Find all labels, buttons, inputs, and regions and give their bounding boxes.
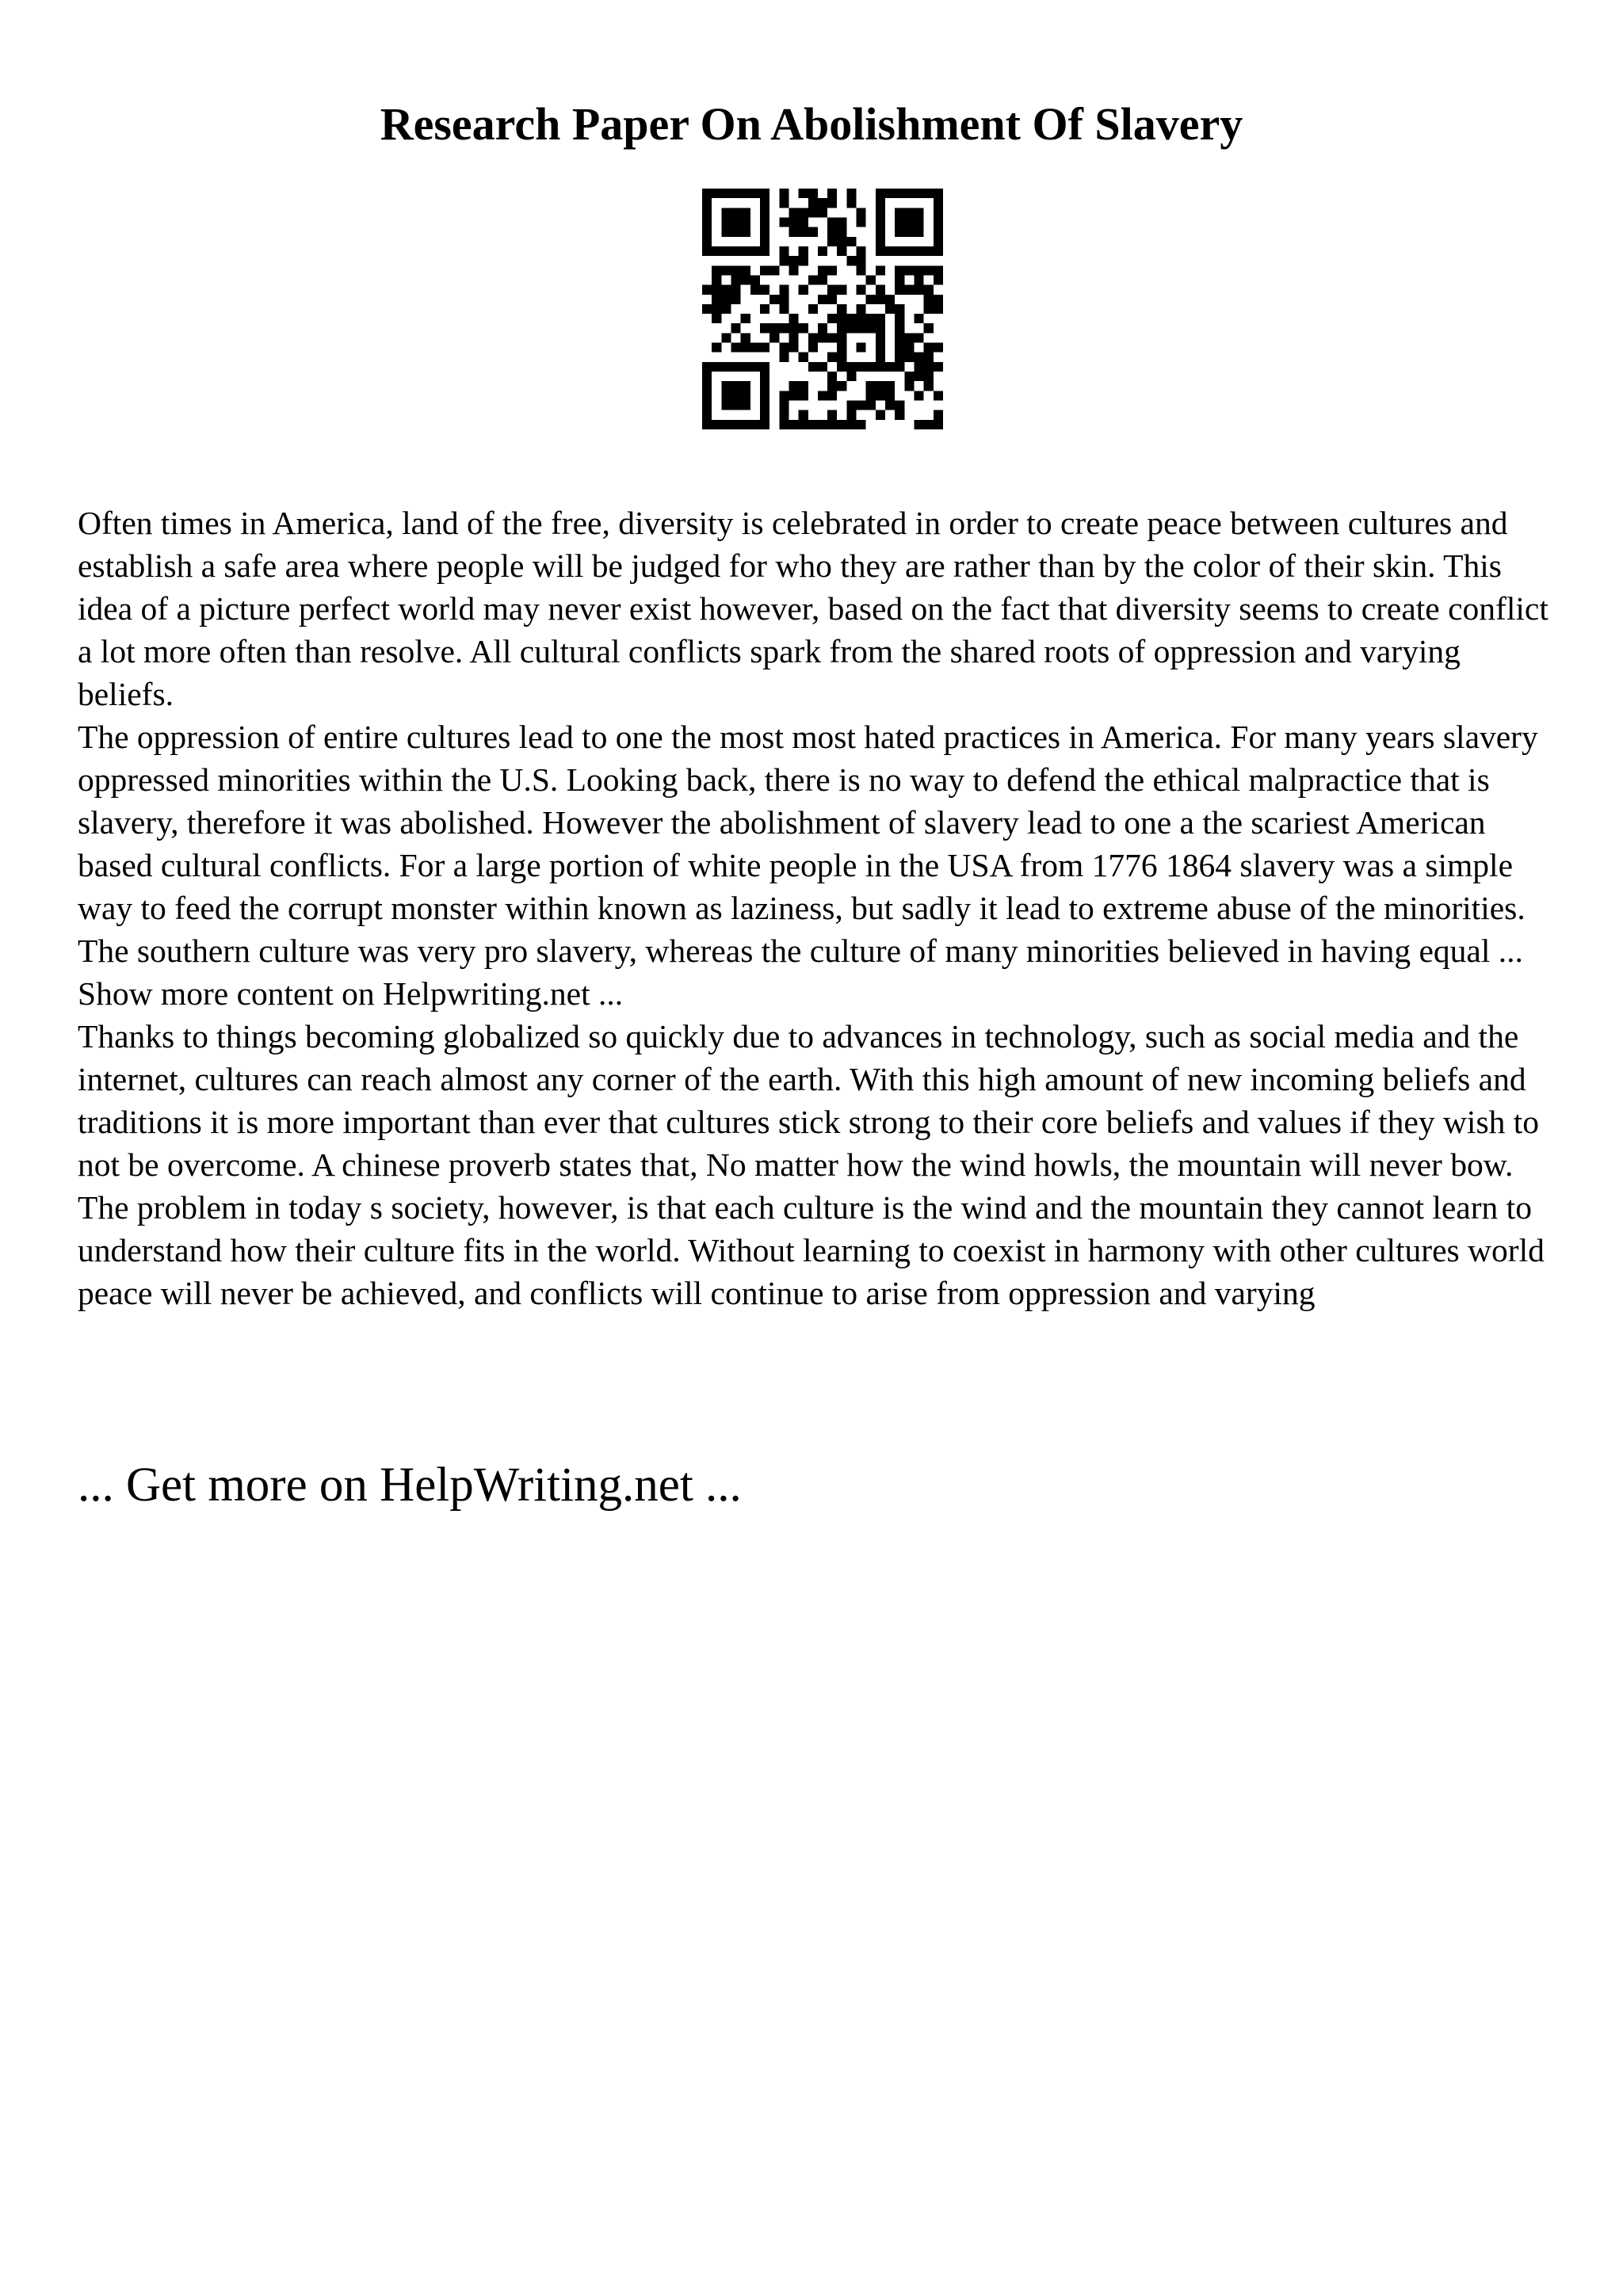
document-title: Research Paper On Abolishment Of Slavery	[380, 98, 1243, 150]
qr-code[interactable]	[702, 189, 943, 429]
document-body	[78, 502, 1560, 1314]
paragraph: Thanks to things becoming globalized so quickly due to advances in technology, such as social media and the internet, cultures can reach almost any corner of the earth. With this high amount of new incoming beliefs and traditions it is more important than ever that cultures stick strong to their core beliefs and values if they wish to not be overcome. A chinese proverb states that, No matter how the wind howls, the mountain will never bow. The problem in today s society, however, is that each culture is the wind and the mountain they cannot learn to understand how their culture fits in the world. Without learning to coexist in harmony with other cultures world peace will never be achieved, and conflicts will continue to arise from oppression and varying	[78, 1018, 1545, 1311]
qr-code-icon	[702, 189, 943, 429]
paragraph: Often times in America, land of the free, diversity is celebrated in order to create peace between cultures and establish a safe area where people will be judged for who they are rather than by the color of their skin. This idea of a picture perfect world may never exist however, based on the fact that diversity seems to create conflict a lot more often than resolve. All cultural conflicts spark from the shared roots of oppression and varying beliefs.	[78, 505, 1549, 712]
get-more-link[interactable]: ... Get more on HelpWriting.net ...	[78, 1459, 742, 1512]
paragraph: The oppression of entire cultures lead to one the most most hated practices in America. For many years slavery oppressed minorities within the U.S. Looking back, there is no way to defend the ethical malpractice that is slavery, therefore it was abolished. However the abolishment of slavery lead to one a the scariest American based cultural conflicts. For a large portion of white people in the USA from 1776 1864 slavery was a simple way to feed the corrupt monster within known as laziness, but sadly it lead to extreme abuse of the minorities. The southern culture was very pro slavery, whereas the culture of many minorities believed in having equal ... Show more content on Helpwriting.net ...	[78, 719, 1538, 1012]
